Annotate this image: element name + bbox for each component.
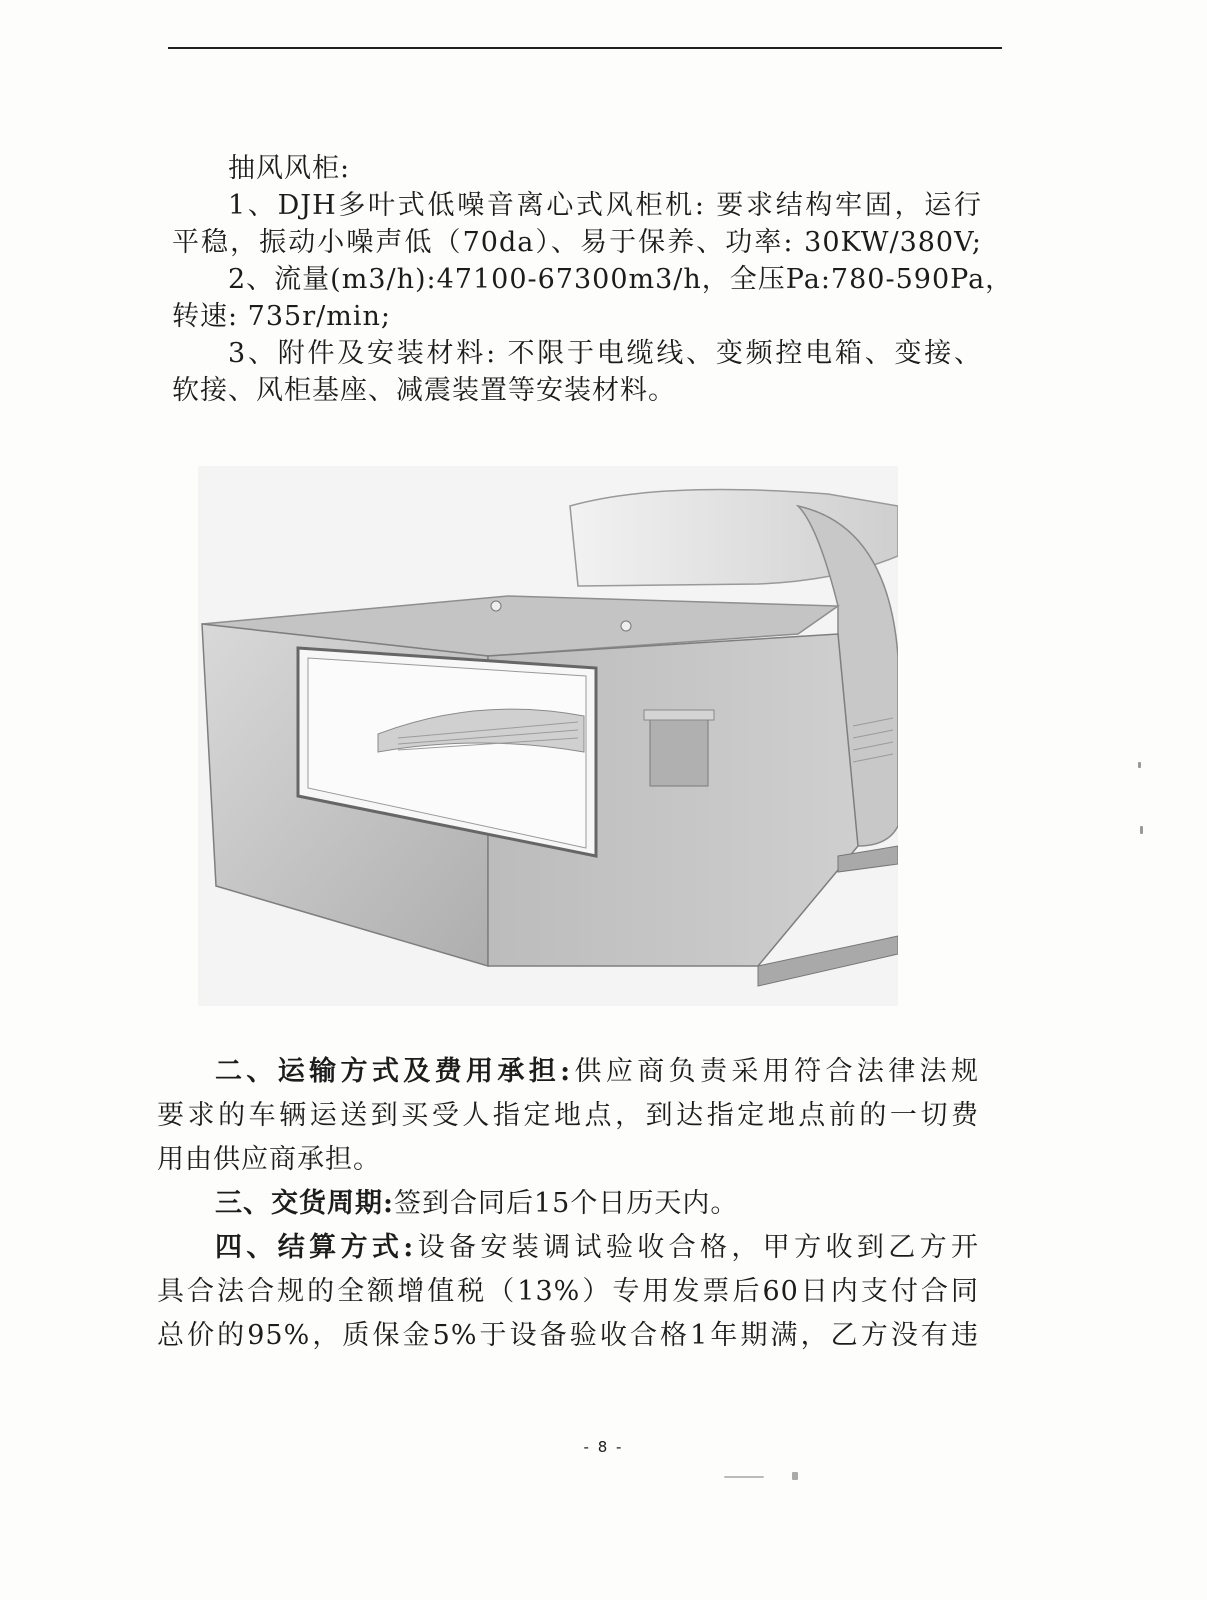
section4-heading: 四、结算方式: (215, 1232, 415, 1263)
page-number: - 8 - (583, 1438, 624, 1456)
section2-line: 用由供应商承担。 (157, 1144, 381, 1175)
fan-spec-block (172, 150, 1014, 409)
spec-line: 1、DJH多叶式低噪音离心式风柜机: 要求结构牢固，运行 (228, 190, 982, 221)
fan-cabinet-photo (198, 466, 898, 1006)
spec-line: 软接、风柜基座、减震装置等安装材料。 (172, 375, 676, 406)
header-rule (168, 47, 1002, 49)
contract-terms-block (157, 1050, 979, 1358)
section4-line (157, 1226, 979, 1270)
section2-line: 要求的车辆运送到买受人指定地点，到达指定地点前的一切费 (157, 1100, 979, 1131)
section2-line (157, 1050, 979, 1094)
scan-speck (1140, 826, 1143, 834)
spec-line: 3、附件及安装材料: 不限于电缆线、变频控电箱、变接、 (228, 338, 982, 369)
section2-heading: 二、运输方式及费用承担: (215, 1056, 572, 1087)
section3-text: 签到合同后15个日历天内。 (393, 1188, 739, 1219)
spec-line: 转速: 735r/min; (172, 301, 391, 332)
scan-speck (792, 1472, 798, 1480)
spec-line: 2、流量(m3/h):47100-67300m3/h，全压Pa:780-590Pa， (228, 264, 1014, 295)
section4-line: 总价的95%，质保金5%于设备验收合格1年期满，乙方没有违 (157, 1320, 979, 1351)
scan-speck (724, 1476, 764, 1478)
section2-text: 供应商负责采用符合法律法规 (571, 1056, 980, 1087)
section3-line (157, 1182, 979, 1226)
spec-title: 抽风风柜: (228, 153, 351, 184)
scan-speck (1138, 762, 1141, 768)
spec-line: 平稳，振动小噪声低（70da）、易于保养、功率: 30KW/380V; (172, 227, 982, 258)
section4-line: 具合法合规的全额增值税（13%）专用发票后60日内支付合同 (157, 1276, 979, 1307)
section3-heading: 三、交货周期: (215, 1188, 394, 1219)
section4-text: 设备安装调试验收合格，甲方收到乙方开 (414, 1232, 980, 1263)
